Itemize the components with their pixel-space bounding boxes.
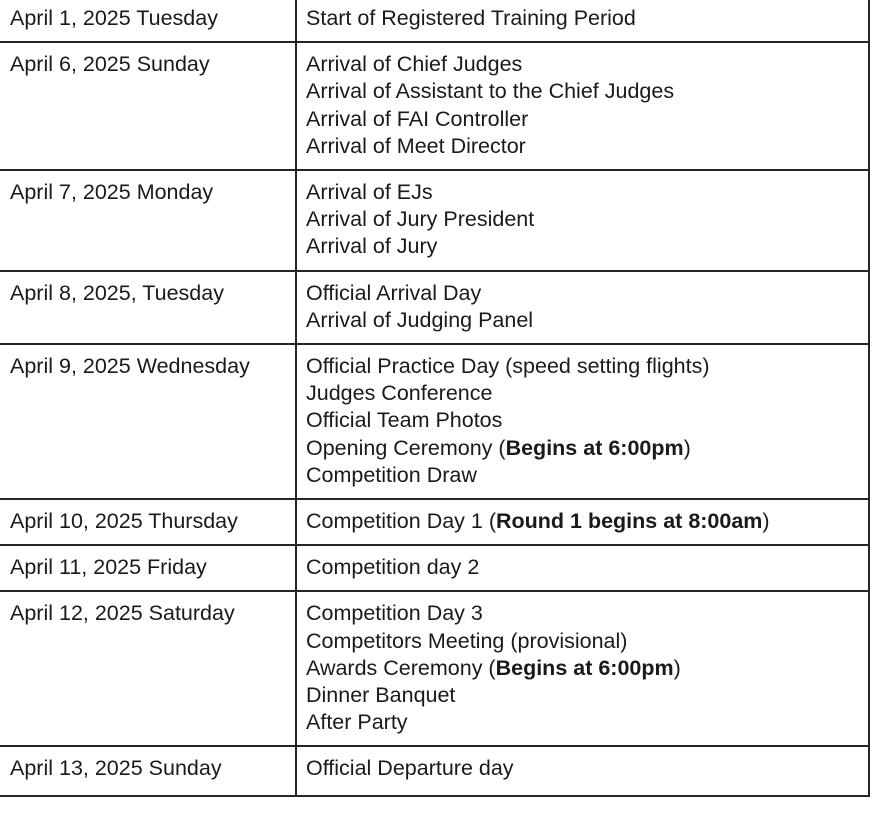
- event-text: Judges Conference: [306, 381, 493, 406]
- event-text-suffix: ): [762, 509, 770, 534]
- event-text: Competition Day 3: [306, 601, 483, 626]
- event-text: Competition day 2: [306, 555, 480, 580]
- event-text: After Party: [306, 710, 408, 735]
- event-line: [306, 628, 860, 655]
- event-text: Opening Ceremony (: [306, 435, 506, 460]
- event-line: [306, 206, 860, 233]
- event-text-suffix: ): [673, 655, 681, 680]
- event-line: [306, 682, 860, 709]
- event-text: Official Team Photos: [306, 408, 503, 433]
- event-text: Arrival of EJs: [306, 180, 433, 205]
- event-line: [306, 407, 860, 434]
- schedule-events-cell: [296, 271, 869, 344]
- schedule-row: [0, 170, 869, 271]
- schedule-date-cell: April 9, 2025 Wednesday: [0, 344, 296, 499]
- event-line: [306, 380, 860, 407]
- event-line: [306, 435, 860, 462]
- event-line: [306, 280, 860, 307]
- schedule-events-cell: [296, 591, 869, 746]
- schedule-events-cell: [296, 170, 869, 271]
- event-highlight: Begins at 6:00pm: [505, 435, 684, 460]
- schedule-events-cell: [296, 0, 869, 42]
- event-line: [306, 106, 860, 133]
- event-text: Arrival of Chief Judges: [306, 52, 523, 77]
- event-text: Competition Day 1 (: [306, 509, 496, 534]
- event-text: Competitors Meeting (provisional): [306, 628, 628, 653]
- event-highlight: Begins at 6:00pm: [495, 655, 674, 680]
- schedule-row: [0, 271, 869, 344]
- event-line: [306, 179, 860, 206]
- schedule-row: [0, 499, 869, 545]
- schedule-row: [0, 746, 869, 795]
- event-text: Official Departure day: [306, 756, 514, 781]
- schedule-date-cell: April 13, 2025 Sunday: [0, 746, 296, 795]
- event-text: Competition Draw: [306, 462, 477, 487]
- schedule-date-cell: April 12, 2025 Saturday: [0, 591, 296, 746]
- event-line: [306, 554, 860, 581]
- event-text: Awards Ceremony (: [306, 655, 496, 680]
- event-text: Arrival of FAI Controller: [306, 106, 529, 131]
- event-line: [306, 133, 860, 160]
- schedule-events-cell: [296, 499, 869, 545]
- event-line: [306, 462, 860, 489]
- schedule-row: [0, 591, 869, 746]
- schedule-row: [0, 42, 869, 170]
- event-line: [306, 508, 860, 535]
- event-line: [306, 233, 860, 260]
- event-line: [306, 5, 860, 32]
- event-line: [306, 78, 860, 105]
- schedule-row: [0, 0, 869, 42]
- schedule-events-cell: [296, 344, 869, 499]
- schedule-date-cell: April 8, 2025, Tuesday: [0, 271, 296, 344]
- schedule-date-cell: April 6, 2025 Sunday: [0, 42, 296, 170]
- event-text: Arrival of Meet Director: [306, 133, 526, 158]
- schedule-row: [0, 344, 869, 499]
- event-line: [306, 655, 860, 682]
- schedule-date-cell: April 1, 2025 Tuesday: [0, 0, 296, 42]
- event-line: [306, 51, 860, 78]
- event-line: [306, 307, 860, 334]
- schedule-events-cell: [296, 746, 869, 795]
- event-line: [306, 755, 860, 782]
- event-text: Arrival of Assistant to the Chief Judges: [306, 79, 675, 104]
- schedule-date-cell: April 11, 2025 Friday: [0, 545, 296, 591]
- schedule-events-cell: [296, 545, 869, 591]
- event-line: [306, 600, 860, 627]
- event-text: Arrival of Jury: [306, 234, 438, 259]
- event-text: Official Practice Day (speed setting flights): [306, 354, 710, 379]
- event-text: Arrival of Jury President: [306, 207, 535, 232]
- event-text: Start of Registered Training Period: [306, 6, 636, 30]
- event-highlight: Round 1 begins at 8:00am: [496, 509, 763, 534]
- event-text: Dinner Banquet: [306, 683, 456, 708]
- event-line: [306, 709, 860, 736]
- schedule-date-cell: April 10, 2025 Thursday: [0, 499, 296, 545]
- event-text-suffix: ): [683, 435, 691, 460]
- schedule-row: [0, 545, 869, 591]
- event-line: [306, 353, 860, 380]
- schedule-date-cell: April 7, 2025 Monday: [0, 170, 296, 271]
- event-text: Arrival of Judging Panel: [306, 307, 534, 332]
- event-text: Official Arrival Day: [306, 280, 482, 305]
- schedule-events-cell: [296, 42, 869, 170]
